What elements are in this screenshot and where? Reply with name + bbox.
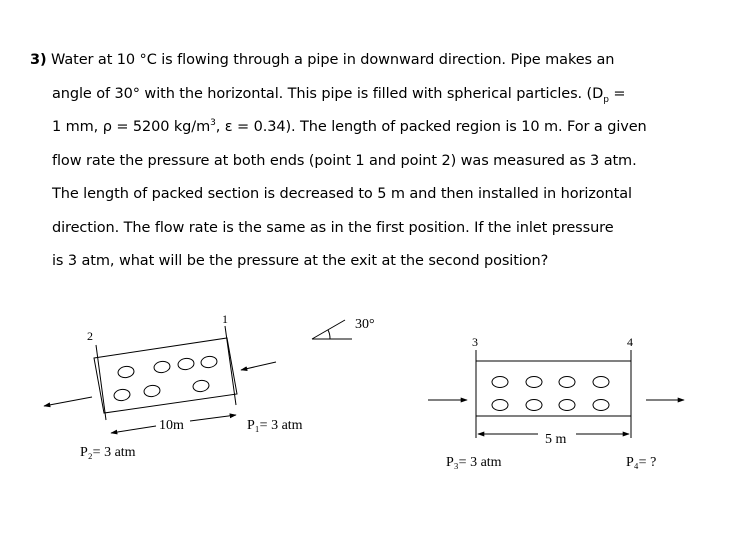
p4-label: P₄= ?: [626, 455, 657, 470]
particle: [526, 400, 542, 411]
inclined-outlet-arrow: [44, 397, 92, 406]
problem-text-2: angle of 30° with the horizontal. This pipe is filled with spherical particles. (D: [52, 85, 604, 102]
inclined-point-2-label: 2: [87, 329, 93, 343]
dp-subscript: p: [603, 94, 609, 105]
inclined-pipe-figure: [44, 326, 276, 433]
angle-indicator: [312, 320, 352, 339]
p1-label: P₁= 3 atm: [247, 418, 303, 433]
particle: [143, 384, 160, 397]
problem-text-2-end: =: [608, 85, 626, 102]
particle: [559, 400, 575, 411]
particle: [200, 355, 217, 368]
inclined-point-1-label: 1: [222, 312, 228, 326]
problem-text-1: Water at 10 °C is flowing through a pipe in downward direction. Pipe makes an: [51, 52, 615, 68]
particle: [153, 360, 170, 373]
particle: [526, 377, 542, 388]
horizontal-length-label: 5 m: [545, 432, 567, 447]
particle: [559, 377, 575, 388]
horizontal-point-4-label: 4: [627, 335, 633, 349]
inclined-length-label: 10m: [159, 418, 184, 433]
problem-text-3b: , ε = 0.34). The length of packed region is 10 m. For a given: [215, 119, 647, 135]
angle-arc: [328, 330, 330, 339]
particle: [192, 379, 209, 392]
particle: [593, 377, 609, 388]
particle: [113, 388, 130, 401]
horizontal-point-3-label: 3: [472, 335, 478, 349]
inclined-length-arrow: [111, 426, 156, 433]
particle: [593, 400, 609, 411]
particle: [117, 365, 134, 378]
inclined-particles: [113, 355, 217, 401]
problem-text-7: is 3 atm, what will be the pressure at the exit at the second position?: [52, 253, 549, 269]
problem-text-5: The length of packed section is decreased to 5 m and then installed in horizontal: [52, 186, 632, 202]
horizontal-pipe-figure: [428, 350, 684, 438]
problem-text-6: direction. The flow rate is the same as in the first position. If the inlet pressure: [52, 219, 614, 236]
problem-text-4: flow rate the pressure at both ends (point 1 and point 2) was measured as 3 atm.: [52, 152, 637, 169]
angle-ray: [312, 320, 345, 339]
problem-number: 3): [30, 52, 47, 68]
particle: [177, 357, 194, 370]
particle: [492, 400, 508, 411]
p3-label: P₃= 3 atm: [446, 455, 502, 470]
m3-superscript: 3: [210, 118, 216, 129]
problem-text-3a: 1 mm, ρ = 5200 kg/m: [52, 119, 211, 135]
inclined-pipe-cut-right: [225, 326, 236, 405]
particle: [492, 377, 508, 388]
horizontal-particles: [492, 377, 609, 411]
inclined-pipe-body: [94, 338, 237, 413]
angle-label: 30°: [355, 317, 375, 332]
inclined-length-arrow-2: [190, 415, 236, 421]
inclined-inlet-arrow: [241, 362, 276, 370]
p2-label: P₂= 3 atm: [80, 445, 136, 460]
